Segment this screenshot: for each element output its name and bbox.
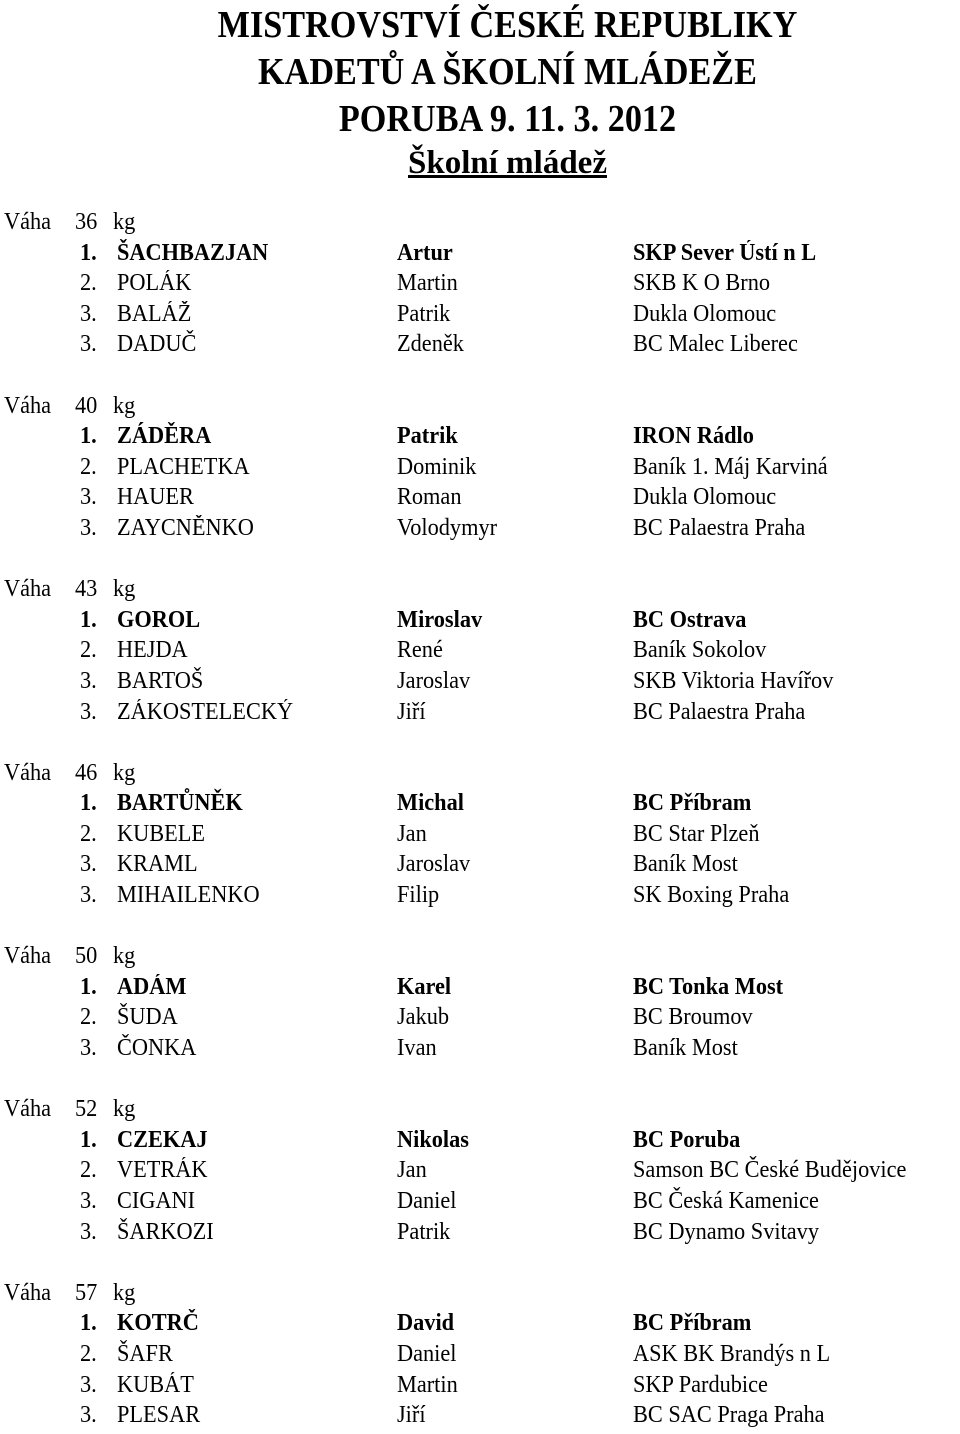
result-row bbox=[0, 849, 960, 880]
weight-value: 52 bbox=[75, 1096, 98, 1123]
weight-class-header bbox=[0, 207, 960, 238]
placement: 2. bbox=[80, 1157, 97, 1184]
club-name: BC Palaestra Praha bbox=[633, 698, 806, 725]
placement: 2. bbox=[80, 270, 97, 297]
document-header bbox=[0, 2, 960, 183]
result-row bbox=[0, 1308, 960, 1339]
athlete-first-name: David bbox=[397, 1310, 455, 1337]
athlete-first-name: Nikolas bbox=[397, 1126, 469, 1153]
athlete-surname: BALÁŽ bbox=[117, 300, 192, 327]
weight-class-header bbox=[0, 574, 960, 605]
weight-class-header bbox=[0, 1094, 960, 1125]
athlete-surname: ŠUDA bbox=[117, 1004, 178, 1031]
section-spacer bbox=[0, 360, 960, 391]
result-row bbox=[0, 819, 960, 850]
athlete-surname: ZÁKOSTELECKÝ bbox=[117, 698, 294, 725]
section-spacer bbox=[0, 911, 960, 942]
placement: 1. bbox=[80, 423, 97, 450]
weight-class-header bbox=[0, 941, 960, 972]
athlete-surname: HEJDA bbox=[117, 637, 188, 664]
athlete-surname: BARTOŠ bbox=[117, 667, 204, 694]
club-name: IRON Rádlo bbox=[633, 423, 754, 450]
placement: 2. bbox=[80, 637, 97, 664]
athlete-first-name: Volodymyr bbox=[397, 514, 498, 541]
weight-unit: kg bbox=[113, 1279, 136, 1306]
athlete-first-name: Karel bbox=[397, 973, 452, 1000]
weight-class-header bbox=[0, 391, 960, 422]
athlete-first-name: Jiří bbox=[397, 698, 426, 725]
athlete-surname: BARTŮNĚK bbox=[117, 790, 243, 817]
club-name: SKB Viktoria Havířov bbox=[633, 667, 834, 694]
result-row bbox=[0, 1339, 960, 1370]
weight-unit: kg bbox=[113, 759, 136, 786]
athlete-surname: DADUČ bbox=[117, 331, 197, 358]
athlete-first-name: Filip bbox=[397, 882, 440, 909]
weight-value: 43 bbox=[75, 576, 98, 603]
result-row bbox=[0, 1125, 960, 1156]
athlete-surname: KUBÁT bbox=[117, 1371, 194, 1398]
athlete-surname: ČONKA bbox=[117, 1035, 197, 1062]
athlete-first-name: Dominik bbox=[397, 453, 477, 480]
placement: 3. bbox=[80, 1218, 97, 1245]
placement: 1. bbox=[80, 1310, 97, 1337]
placement: 3. bbox=[80, 1402, 97, 1429]
club-name: Baník Most bbox=[633, 1035, 738, 1062]
result-row bbox=[0, 238, 960, 269]
result-row bbox=[0, 482, 960, 513]
athlete-surname: ŠAFR bbox=[117, 1340, 173, 1367]
result-row bbox=[0, 268, 960, 299]
athlete-first-name: Michal bbox=[397, 790, 464, 817]
club-name: BC Star Plzeň bbox=[633, 820, 760, 847]
weight-unit: kg bbox=[113, 943, 136, 970]
result-row bbox=[0, 880, 960, 911]
club-name: BC Broumov bbox=[633, 1004, 753, 1031]
placement: 1. bbox=[80, 606, 97, 633]
club-name: SKP Pardubice bbox=[633, 1371, 768, 1398]
athlete-surname: ADÁM bbox=[117, 973, 187, 1000]
placement: 1. bbox=[80, 790, 97, 817]
athlete-first-name: Ivan bbox=[397, 1035, 437, 1062]
athlete-surname: ŠACHBAZJAN bbox=[117, 239, 269, 266]
placement: 1. bbox=[80, 239, 97, 266]
athlete-first-name: Zdeněk bbox=[397, 331, 464, 358]
club-name: BC Palaestra Praha bbox=[633, 514, 806, 541]
result-row bbox=[0, 329, 960, 360]
result-row bbox=[0, 299, 960, 330]
section-spacer bbox=[0, 727, 960, 758]
placement: 3. bbox=[80, 882, 97, 909]
result-row bbox=[0, 666, 960, 697]
result-row bbox=[0, 1370, 960, 1401]
club-name: BC Ostrava bbox=[633, 606, 747, 633]
placement: 2. bbox=[80, 820, 97, 847]
weight-label: Váha bbox=[4, 576, 52, 603]
athlete-surname: CZEKAJ bbox=[117, 1126, 208, 1153]
title-championship: MISTROVSTVÍ ČESKÉ REPUBLIKY bbox=[217, 4, 798, 46]
placement: 3. bbox=[80, 514, 97, 541]
athlete-surname: GOROL bbox=[117, 606, 201, 633]
result-row bbox=[0, 605, 960, 636]
club-name: BC Malec Liberec bbox=[633, 331, 798, 358]
weight-label: Váha bbox=[4, 209, 52, 235]
club-name: BC Poruba bbox=[633, 1126, 741, 1153]
weight-label: Váha bbox=[4, 392, 52, 419]
athlete-surname: ŠARKOZI bbox=[117, 1218, 214, 1245]
athlete-surname: ZAYCNĚNKO bbox=[117, 514, 254, 541]
placement: 3. bbox=[80, 698, 97, 725]
weight-unit: kg bbox=[113, 392, 136, 419]
club-name: BC Příbram bbox=[633, 1310, 752, 1337]
club-name: BC Česká Kamenice bbox=[633, 1188, 819, 1214]
club-name: BC Dynamo Svitavy bbox=[633, 1218, 820, 1245]
athlete-surname: MIHAILENKO bbox=[117, 882, 260, 909]
athlete-surname: PLACHETKA bbox=[117, 453, 250, 480]
result-row bbox=[0, 1186, 960, 1217]
club-name: BC SAC Praga Praha bbox=[633, 1402, 825, 1429]
weight-label: Váha bbox=[4, 943, 52, 970]
title-venue-date: PORUBA 9. 11. 3. 2012 bbox=[338, 98, 677, 140]
club-name: Baník 1. Máj Karviná bbox=[633, 453, 828, 480]
weight-unit: kg bbox=[113, 576, 136, 603]
result-row bbox=[0, 1217, 960, 1248]
athlete-first-name: Patrik bbox=[397, 300, 451, 327]
weight-unit: kg bbox=[113, 1096, 136, 1123]
weight-value: 50 bbox=[75, 943, 98, 970]
result-row bbox=[0, 972, 960, 1003]
athlete-first-name: Jiří bbox=[397, 1402, 426, 1429]
placement: 1. bbox=[80, 973, 97, 1000]
weight-label: Váha bbox=[4, 1279, 52, 1306]
weight-class-header bbox=[0, 758, 960, 789]
weight-unit: kg bbox=[113, 209, 136, 235]
placement: 2. bbox=[80, 453, 97, 480]
section-spacer bbox=[0, 1064, 960, 1095]
athlete-first-name: Artur bbox=[397, 239, 453, 266]
result-row bbox=[0, 452, 960, 483]
athlete-first-name: Patrik bbox=[397, 423, 458, 450]
result-row bbox=[0, 513, 960, 544]
results-list bbox=[0, 207, 960, 1431]
athlete-first-name: Daniel bbox=[397, 1188, 457, 1214]
athlete-first-name: René bbox=[397, 637, 443, 664]
result-row bbox=[0, 635, 960, 666]
result-row bbox=[0, 788, 960, 819]
athlete-first-name: Jakub bbox=[397, 1004, 450, 1031]
weight-value: 36 bbox=[75, 209, 98, 235]
athlete-first-name: Roman bbox=[397, 484, 462, 511]
athlete-surname: VETRÁK bbox=[117, 1157, 208, 1184]
athlete-first-name: Patrik bbox=[397, 1218, 451, 1245]
athlete-first-name: Martin bbox=[397, 270, 458, 297]
placement: 3. bbox=[80, 331, 97, 358]
athlete-surname: POLÁK bbox=[117, 270, 192, 297]
result-row bbox=[0, 1400, 960, 1431]
result-row bbox=[0, 1033, 960, 1064]
section-title: Školní mládež bbox=[408, 145, 607, 181]
athlete-surname: CIGANI bbox=[117, 1188, 196, 1214]
weight-value: 40 bbox=[75, 392, 98, 419]
result-row bbox=[0, 1155, 960, 1186]
athlete-first-name: Jaroslav bbox=[397, 851, 471, 878]
athlete-surname: ZÁDĚRA bbox=[117, 423, 212, 450]
result-row bbox=[0, 1002, 960, 1033]
athlete-surname: PLESAR bbox=[117, 1402, 201, 1429]
club-name: SK Boxing Praha bbox=[633, 882, 790, 909]
placement: 3. bbox=[80, 667, 97, 694]
placement: 3. bbox=[80, 484, 97, 511]
athlete-first-name: Miroslav bbox=[397, 606, 483, 633]
club-name: Baník Sokolov bbox=[633, 637, 767, 664]
athlete-surname: KOTRČ bbox=[117, 1310, 199, 1337]
club-name: Dukla Olomouc bbox=[633, 484, 777, 511]
athlete-first-name: Daniel bbox=[397, 1340, 457, 1367]
club-name: BC Příbram bbox=[633, 790, 752, 817]
placement: 3. bbox=[80, 851, 97, 878]
weight-class-header bbox=[0, 1278, 960, 1309]
weight-label: Váha bbox=[4, 759, 52, 786]
club-name: SKP Sever Ústí n L bbox=[633, 239, 817, 266]
athlete-surname: HAUER bbox=[117, 484, 194, 511]
result-row bbox=[0, 421, 960, 452]
result-row bbox=[0, 697, 960, 728]
club-name: Baník Most bbox=[633, 851, 738, 878]
club-name: BC Tonka Most bbox=[633, 973, 784, 1000]
weight-label: Váha bbox=[4, 1096, 52, 1123]
section-spacer bbox=[0, 1247, 960, 1278]
placement: 3. bbox=[80, 1035, 97, 1062]
club-name: Dukla Olomouc bbox=[633, 300, 777, 327]
club-name: Samson BC České Budějovice bbox=[633, 1157, 907, 1184]
club-name: SKB K O Brno bbox=[633, 270, 771, 297]
athlete-surname: KRAML bbox=[117, 851, 198, 878]
placement: 2. bbox=[80, 1340, 97, 1367]
placement: 3. bbox=[80, 1188, 97, 1214]
section-spacer bbox=[0, 544, 960, 575]
title-category: KADETŮ A ŠKOLNÍ MLÁDEŽE bbox=[258, 51, 757, 93]
placement: 3. bbox=[80, 1371, 97, 1398]
athlete-first-name: Jan bbox=[397, 820, 427, 847]
club-name: ASK BK Brandýs n L bbox=[633, 1340, 831, 1367]
athlete-surname: KUBELE bbox=[117, 820, 206, 847]
placement: 1. bbox=[80, 1126, 97, 1153]
placement: 3. bbox=[80, 300, 97, 327]
weight-value: 57 bbox=[75, 1279, 98, 1306]
athlete-first-name: Jaroslav bbox=[397, 667, 471, 694]
athlete-first-name: Martin bbox=[397, 1371, 458, 1398]
athlete-first-name: Jan bbox=[397, 1157, 427, 1184]
weight-value: 46 bbox=[75, 759, 98, 786]
placement: 2. bbox=[80, 1004, 97, 1031]
